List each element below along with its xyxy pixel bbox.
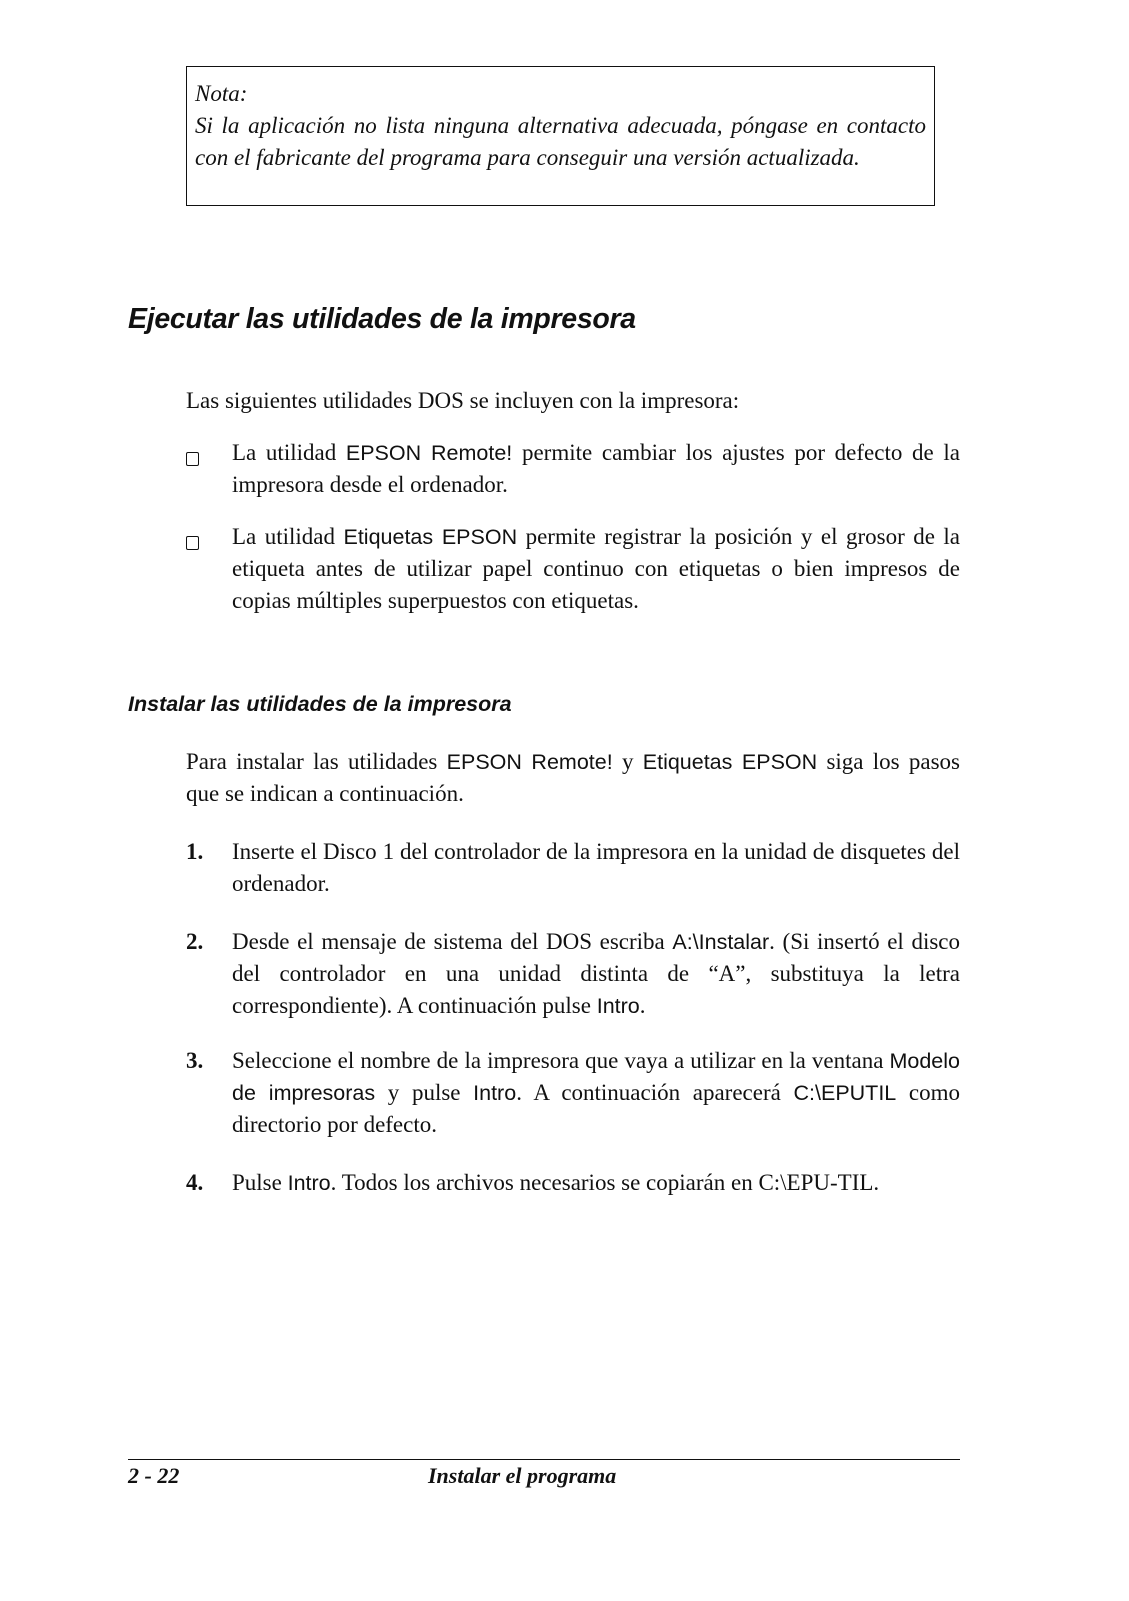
step-segment: . (Si insertó el disco del controlador en una unidad distinta de “A”, substituya la letra correspondiente). A continuación pulse — [232, 929, 960, 1018]
footer-rule — [128, 1459, 960, 1460]
step-segment: Pulse — [232, 1170, 288, 1195]
step-text — [232, 1045, 960, 1141]
bullet-text: permite cambiar los ajustes por defecto de la impresora desde el ordenador. — [232, 440, 960, 497]
checkbox-bullet-icon — [186, 452, 199, 466]
step-segment: . A continuación aparecerá — [516, 1080, 794, 1105]
step-segment: . Todos los archivos necesarios se copiarán en C:\EPU-TIL. — [330, 1170, 880, 1195]
bullet-text: La utilidad — [232, 524, 344, 549]
intro-text: Para instalar las utilidades — [186, 749, 447, 774]
step-text — [232, 1167, 960, 1199]
checkbox-bullet-icon — [186, 536, 199, 550]
utility-name: Etiquetas EPSON — [343, 525, 518, 549]
subsection-heading: Instalar las utilidades de la impresora — [128, 692, 512, 716]
step-number: 4. — [186, 1170, 204, 1195]
window-name: Modelo de impresoras — [232, 1049, 960, 1105]
step-number: 1. — [186, 839, 204, 864]
step-segment: . — [639, 993, 646, 1018]
step-segment: como directorio por defecto. — [232, 1080, 961, 1137]
intro-text: siga los pasos que se indican a continuación. — [186, 749, 961, 806]
page-number: 2 - 22 — [128, 1463, 180, 1488]
command-text: A:\Instalar — [672, 930, 770, 954]
chapter-title: Instalar el programa — [428, 1463, 617, 1488]
bullet-text: permite registrar la posición y el grosor de la etiqueta antes de utilizar papel continuo con etiquetas o bien impresos de copias múltiples superpuestos con etiquetas. — [232, 524, 960, 613]
step-number: 2. — [186, 929, 204, 954]
intro-text: y — [612, 749, 643, 774]
step-text — [232, 926, 960, 1022]
step-segment: Seleccione el nombre de la impresora que vaya a utilizar en la ventana — [232, 1048, 890, 1073]
section-heading: Ejecutar las utilidades de la impresora — [128, 303, 636, 335]
step-text — [232, 836, 960, 900]
bullet-text: La utilidad — [232, 440, 346, 465]
step-number: 3. — [186, 1048, 204, 1073]
step-segment: Inserte el Disco 1 del controlador de la impresora en la unidad de disquetes del ordenador. — [232, 839, 960, 896]
note-title: Nota: — [195, 81, 248, 106]
subsection-intro — [186, 746, 960, 810]
bullet-item — [232, 437, 960, 501]
step-segment: Desde el mensaje de sistema del DOS escriba — [232, 929, 673, 954]
key-name: Intro — [473, 1081, 517, 1105]
key-name: Intro — [596, 994, 640, 1018]
key-name: Intro — [287, 1171, 331, 1195]
note-text: Si la aplicación no lista ninguna alternativa adecuada, póngase en contacto con el fabricante del programa para conseguir una versión actualizada. — [195, 113, 926, 170]
utility-name: EPSON Remote! — [446, 750, 613, 774]
note-box — [186, 66, 935, 206]
bullet-item — [232, 521, 960, 617]
utility-name: EPSON Remote! — [345, 441, 513, 465]
step-segment: y pulse — [375, 1080, 474, 1105]
utility-name: Etiquetas EPSON — [642, 750, 818, 774]
section-intro: Las siguientes utilidades DOS se incluyen con la impresora: — [186, 388, 740, 413]
directory-name: C:\EPUTIL — [793, 1081, 897, 1105]
